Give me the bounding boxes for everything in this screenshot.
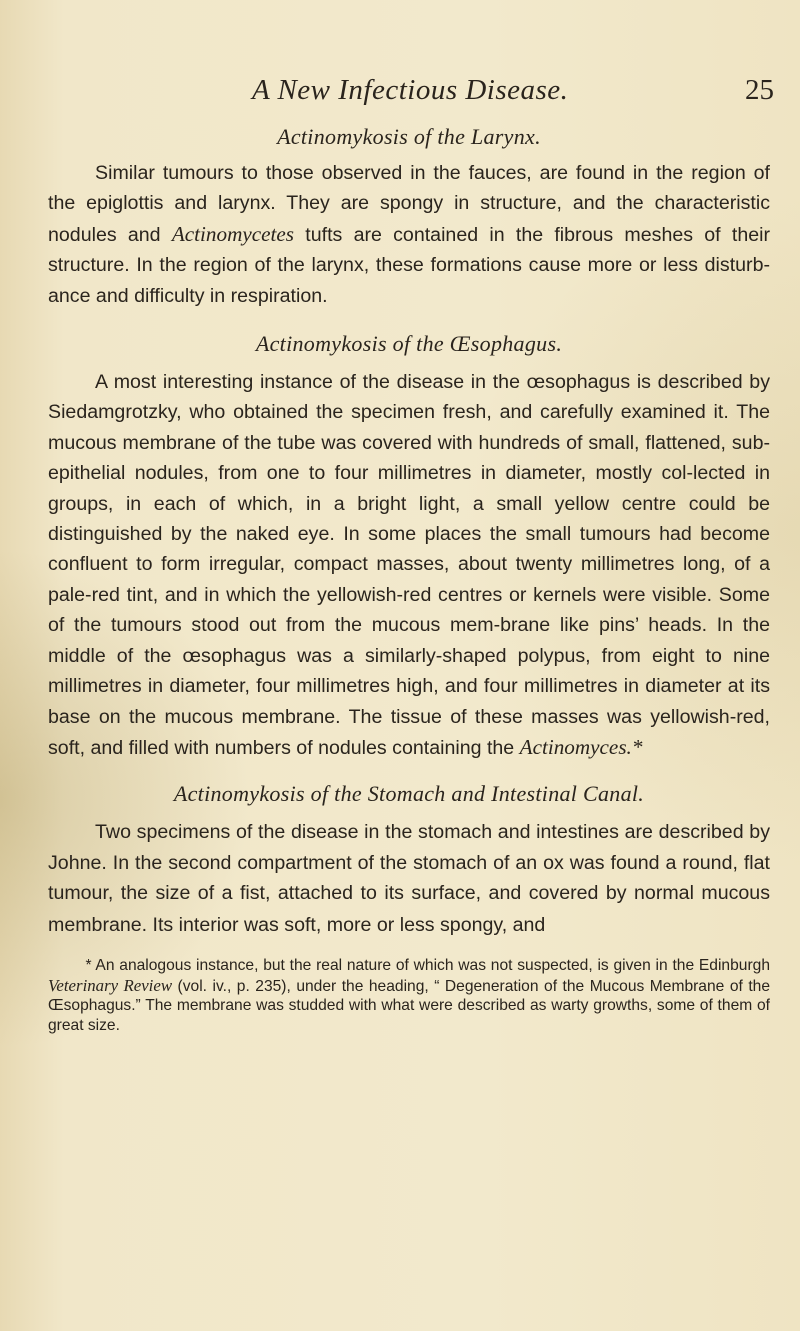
page-number: 25 bbox=[745, 74, 774, 106]
section-heading-oesophagus: Actinomykosis of the Œsophagus. bbox=[255, 331, 563, 357]
running-title: A New Infectious Disease. bbox=[252, 74, 569, 106]
paragraph-larynx bbox=[48, 158, 770, 311]
text-run: Two specimens of the disease in the stomach and intestines are described by Johne. In the second compartment of the stomach of an ox was found a round, flat tumour, the size of a fist, attached to its surface, and covered by normal mucous membrane. Its interior was soft, more or less spongy, and bbox=[48, 821, 770, 936]
section-heading-stomach: Actinomykosis of the Stomach and Intestinal Canal. bbox=[173, 781, 645, 807]
text-run: tufts are contained in the fibrous meshes of their structure. In the region of the larynx, these formations cause more or less disturb-ance and difficulty in respiration. bbox=[48, 223, 770, 307]
page-body bbox=[48, 122, 770, 1035]
italic-term: Actinomyces.* bbox=[519, 734, 643, 759]
footnote-italic-title: Veterinary Review bbox=[48, 975, 173, 995]
text-run: Similar tumours to those observed in the fauces, are found in the region of the epiglottis and larynx. They are spongy in structure, and the characteristic nodules and bbox=[48, 162, 770, 246]
running-head bbox=[48, 74, 774, 108]
paragraph-oesophagus bbox=[48, 367, 770, 763]
footnote-text: (vol. iv., p. 235), under the heading, “ Degeneration of the Mucous Membrane of the Œsophagus.” The membrane was studded with what were described as warty growths, some of them of great size. bbox=[48, 977, 771, 1034]
footnote bbox=[48, 956, 770, 1035]
text-run: A most interesting instance of the disease in the œsophagus is described by Siedamgrotzky, who obtained the specimen fresh, and carefully examined it. The mucous membrane of the tube was covered with hundreds of small, flattened, sub-epithelial nodules, from one to four millimetres in diameter, mostly col-lected in groups, in each of which, in a bright light, a small yellow centre could be distinguished by the naked eye. In some places the small tumours had become confluent to form irregular, compact masses, about twenty millimetres long, of a pale-red tint, and in which the yellowish-red centres or kernels were visible. Some of the tumours stood out from the mucous mem-brane like pins’ heads. In the middle of the œsophagus was a similarly-shaped polypus, from eight to nine millimetres in diameter, four millimetres high, and four millimetres in diameter at its base on the mucous membrane. The tissue of these masses was yellowish-red, soft, and filled with numbers of nodules containing the bbox=[48, 371, 770, 759]
section-heading-larynx: Actinomykosis of the Larynx. bbox=[277, 124, 541, 149]
italic-term: Actinomycetes bbox=[171, 221, 295, 246]
paragraph-stomach bbox=[48, 817, 770, 940]
footnote-text: * An analogous instance, but the real nature of which was not suspected, is given in the Edinburgh bbox=[85, 956, 770, 974]
